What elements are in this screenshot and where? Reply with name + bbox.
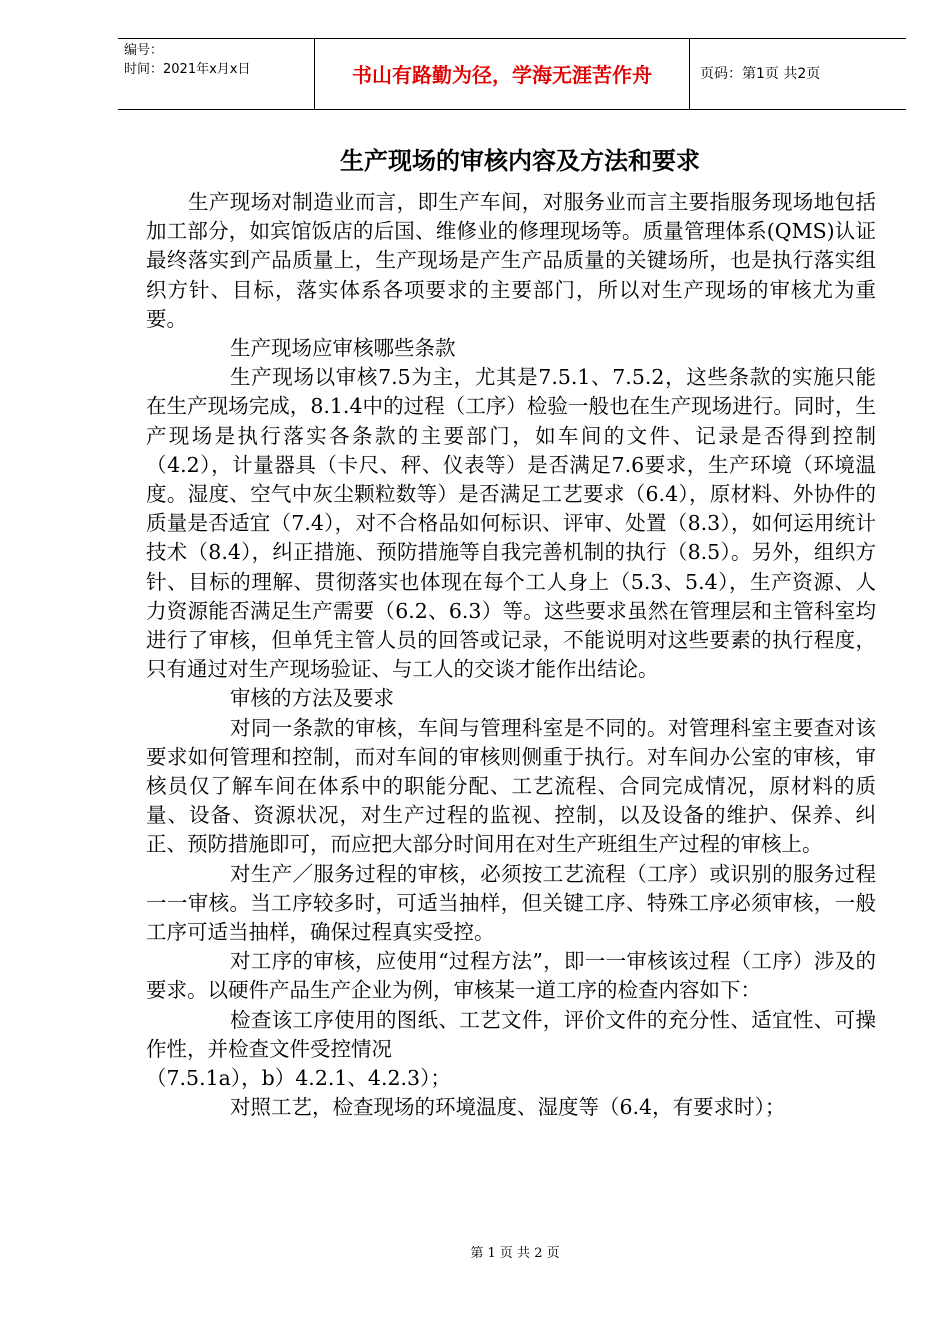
page-footer: 第 1 页 共 2 页 — [470, 1246, 560, 1261]
paragraph-clauses: 生产现场以审核7.5为主，尤其是7.5.1、7.5.2，这些条款的实施只能在生产现场完成，8.1.4中的过程（工序）检验一般也在生产现场进行。同时，生产现场是执行落实各条款的主要部门，如车间的文件、记录是否得到控制（4.2），计量器具（卡尺、秤、仪表等）是否满足7.6要求，生产环境（环境温度。湿度、空气中灰尘颗粒数等）是否满足工艺要求（6.4），原材料、外协件的质量是否适宜（7.4），对不合格品如何标识、评审、处置（8.3），如何运用统计技术（8.4），纠正措施、预防措施等自我完善机制的执行（8.5）。另外，组织方针、目标的理解、贯彻落实也体现在每个工人身上（5.3、5.4），生产资源、人力资源能否满足生产需要（6.2、6.3）等。这些要求虽然在管理层和主管科室均进行了审核，但单凭主管人员的回答或记录，不能说明对这些要素的执行程度，只有通过对生产现场验证、与工人的交谈才能作出结论。 — [146, 365, 876, 682]
section-heading-clauses: 生产现场应审核哪些条款 — [230, 336, 456, 361]
paragraph-methods: 对同一条款的审核，车间与管理科室是不同的。对管理科室主要查对该要求如何管理和控制，而对车间的审核则侧重于执行。对车间办公室的审核，审核员仅了解车间在体系中的职能分配、工艺流程、合同完成情况，原材料的质量、设备、资源状况，对生产过程的监视、控制，以及设备的维护、保养、纠正、预防措施即可，而应把大部分时间用在对生产班组生产过程的审核上。 — [146, 715, 876, 857]
document-title: 生产现场的审核内容及方法和要求 — [340, 147, 700, 175]
paragraph-check-documents: 检查该工序使用的图纸、工艺文件，评价文件的充分性、适宜性、可操作性，并检查文件受控情况 — [146, 1007, 876, 1061]
paragraph-clause-reference: （7.5.1a），b）4.2.1、4.2.3）； — [146, 1066, 451, 1091]
header-motto: 书山有路勤为径，学海无涯苦作舟 — [352, 63, 652, 87]
paragraph-intro: 生产现场对制造业而言，即生产车间，对服务业而言主要指服务现场地包括加工部分，如宾馆饭店的后国、维修业的修理现场等。质量管理体系(QMS)认证最终落实到产品质量上，生产现场是产生产品质量的关键场所，也是执行落实组织方针、目标，落实体系各项要求的主要部门，所以对生产现场的审核尤为重要。 — [146, 190, 876, 331]
paragraph-check-environment: 对照工艺，检查现场的环境温度、湿度等（6.4，有要求时）； — [230, 1095, 786, 1120]
header-motto-cell — [314, 39, 690, 109]
paragraph-process-audit: 对生产／服务过程的审核，必须按工艺流程（工序）或识别的服务过程一一审核。当工序较多时，可适当抽样，但关键工序、特殊工序必须审核，一般工序可适当抽样，确保过程真实受控。 — [146, 861, 876, 945]
document-time-label: 时间：2021年x月x日 — [124, 62, 251, 77]
header-meta-cell — [118, 39, 314, 109]
header-page-cell — [688, 39, 906, 109]
paragraph-process-approach: 对工序的审核，应使用“过程方法”，即一一审核该过程（工序）涉及的要求。以硬件产品生产企业为例，审核某一道工序的检查内容如下： — [146, 949, 876, 1003]
document-body — [146, 188, 876, 1123]
header-page-info: 页码：第1页 共2页 — [700, 66, 821, 82]
page-header — [118, 38, 906, 110]
section-heading-methods: 审核的方法及要求 — [230, 686, 394, 711]
document-number-label: 编号： — [124, 43, 164, 58]
